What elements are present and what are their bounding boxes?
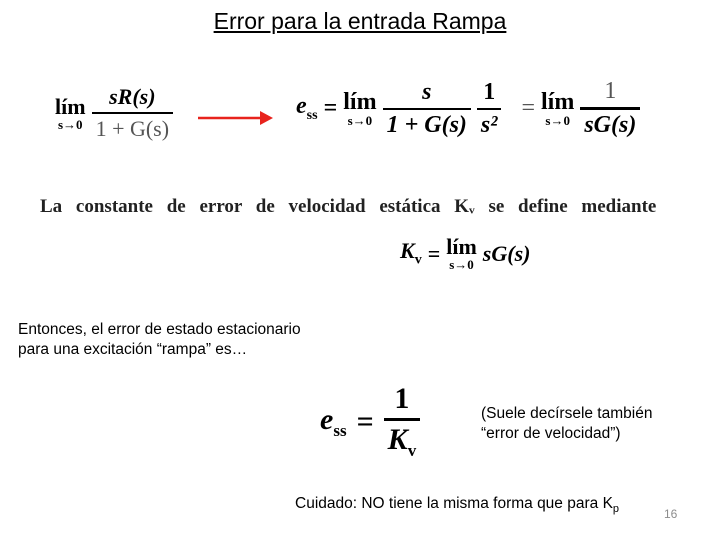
text-line: para una excitación “rampa” es…: [18, 341, 248, 358]
limit-operator: lím s→0: [55, 93, 86, 132]
equation-limit-input: [55, 84, 173, 142]
page-number: 16: [664, 507, 678, 521]
text-line: Entonces, el error de estado estacionario: [18, 321, 301, 338]
equals-sign: =: [427, 240, 441, 266]
text-line: “error de velocidad”): [481, 425, 621, 442]
fraction: $\frac{1}{K_v}$: [384, 382, 421, 461]
body-text: [18, 320, 301, 360]
red-arrow-icon: [198, 108, 274, 128]
fraction: $\frac{sR(s)}{1 + G(s)}$: [92, 84, 174, 142]
equals-sign: =: [323, 95, 338, 121]
equals-sign: =: [356, 404, 374, 438]
warning-text: Cuidado: NO tiene la misma forma que para $K_p$: [295, 495, 620, 516]
note-text: [481, 404, 652, 444]
slide-title: Error para la entrada Rampa: [213, 8, 507, 34]
definition-sentence: La constante de error de velocidad estática Kᵥ se define mediante: [40, 196, 657, 217]
limit-operator: lím s→0: [446, 234, 477, 272]
limit-operator: lím s→0: [541, 89, 575, 128]
equation-ess-derivation: [296, 78, 640, 139]
equation-kv-definition: [400, 236, 530, 271]
fraction: $\frac{1}{\text{s²}}$: [477, 79, 502, 139]
expression: sG(s): [482, 240, 531, 266]
kv-symbol: $K_v$: [400, 238, 422, 268]
equation-ess-kv: [320, 382, 420, 461]
equals-sign: =: [521, 95, 536, 121]
fraction: $\frac{1}{sG(s)}$: [580, 78, 640, 139]
ess-symbol: $e_{ss}$: [320, 402, 347, 440]
limit-operator: lím s→0: [343, 89, 377, 128]
text-line: (Suele decírsele también: [481, 405, 653, 422]
ess-symbol: $e_{ss}$: [296, 93, 318, 123]
fraction: $\frac{s}{1 + G(s)}$: [383, 79, 471, 139]
